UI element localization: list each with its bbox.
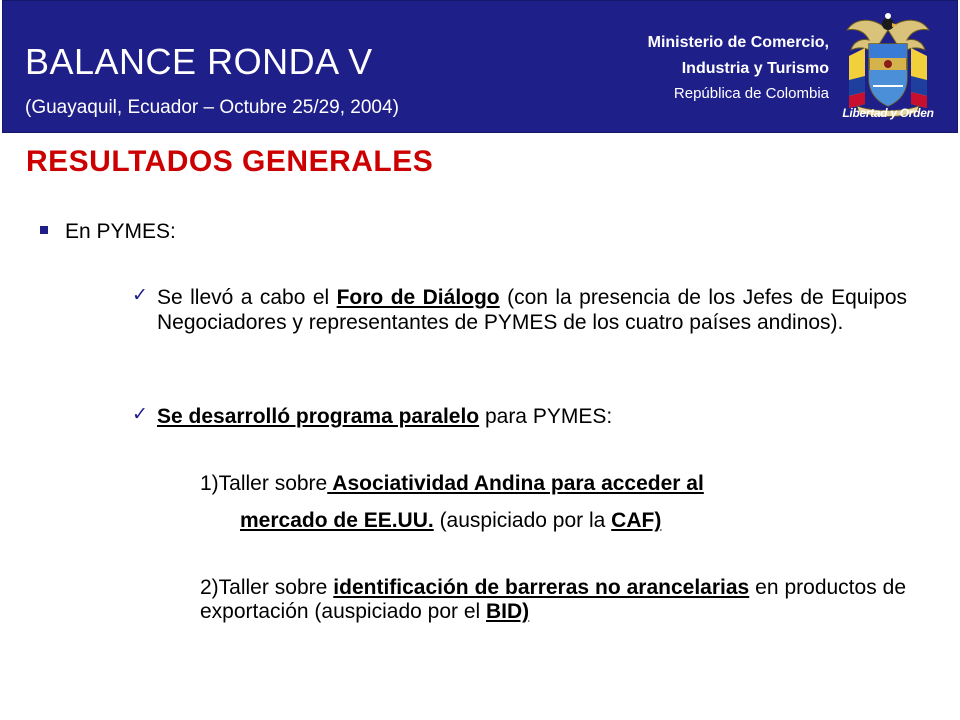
item2-org: BID) <box>486 600 530 623</box>
bullet-label: En PYMES: <box>65 220 176 243</box>
foro-link: Foro de Diálogo <box>336 286 500 309</box>
check-item-programa <box>157 404 907 429</box>
programa-link: Se desarrolló programa paralelo <box>157 405 480 428</box>
item2-middle: en productos de exportación (auspiciado por el <box>200 576 907 623</box>
ministry-block <box>648 30 829 106</box>
ministry-line-1: Ministerio de Comercio, <box>647 34 829 51</box>
item2-prefix: 2)Taller sobre <box>200 576 334 599</box>
ministry-line-2: Industria y Turismo <box>681 60 829 77</box>
section-title: RESULTADOS GENERALES <box>26 145 434 178</box>
header-banner <box>2 0 958 133</box>
item2-link: identificación de barreras no arancelarias <box>333 576 750 599</box>
page-subtitle: (Guayaquil, Ecuador – Octubre 25/29, 2004) <box>25 97 399 118</box>
item1-link-line2: mercado de EE.UU. <box>240 509 434 532</box>
item1-org: CAF) <box>611 509 662 532</box>
item-2 <box>200 576 906 624</box>
motto-text: Libertad y Orden <box>842 106 934 120</box>
page-title: BALANCE RONDA V <box>25 41 373 82</box>
item1-prefix: 1)Taller sobre <box>200 472 328 495</box>
ministry-line-3: República de Colombia <box>673 85 829 102</box>
check2-post: para PYMES: <box>479 405 613 428</box>
item-1-line-2 <box>240 509 661 533</box>
check1-post: (con la presencia de los Jefes de Equipos Negociadores y representantes de PYMES de los cuatro países andinos). <box>157 286 908 334</box>
checkmark-icon: ✓ <box>132 285 148 306</box>
item1-middle: (auspiciado por la <box>433 509 612 532</box>
square-bullet-icon <box>40 226 48 234</box>
item-1-line-1 <box>200 472 704 496</box>
check-item-foro <box>157 285 907 335</box>
checkmark-icon: ✓ <box>132 404 148 425</box>
check1-pre: Se llevó a cabo el <box>157 286 337 309</box>
item1-link-line1: Asociatividad Andina para acceder al <box>327 472 704 495</box>
bullet-pymes <box>40 220 176 244</box>
